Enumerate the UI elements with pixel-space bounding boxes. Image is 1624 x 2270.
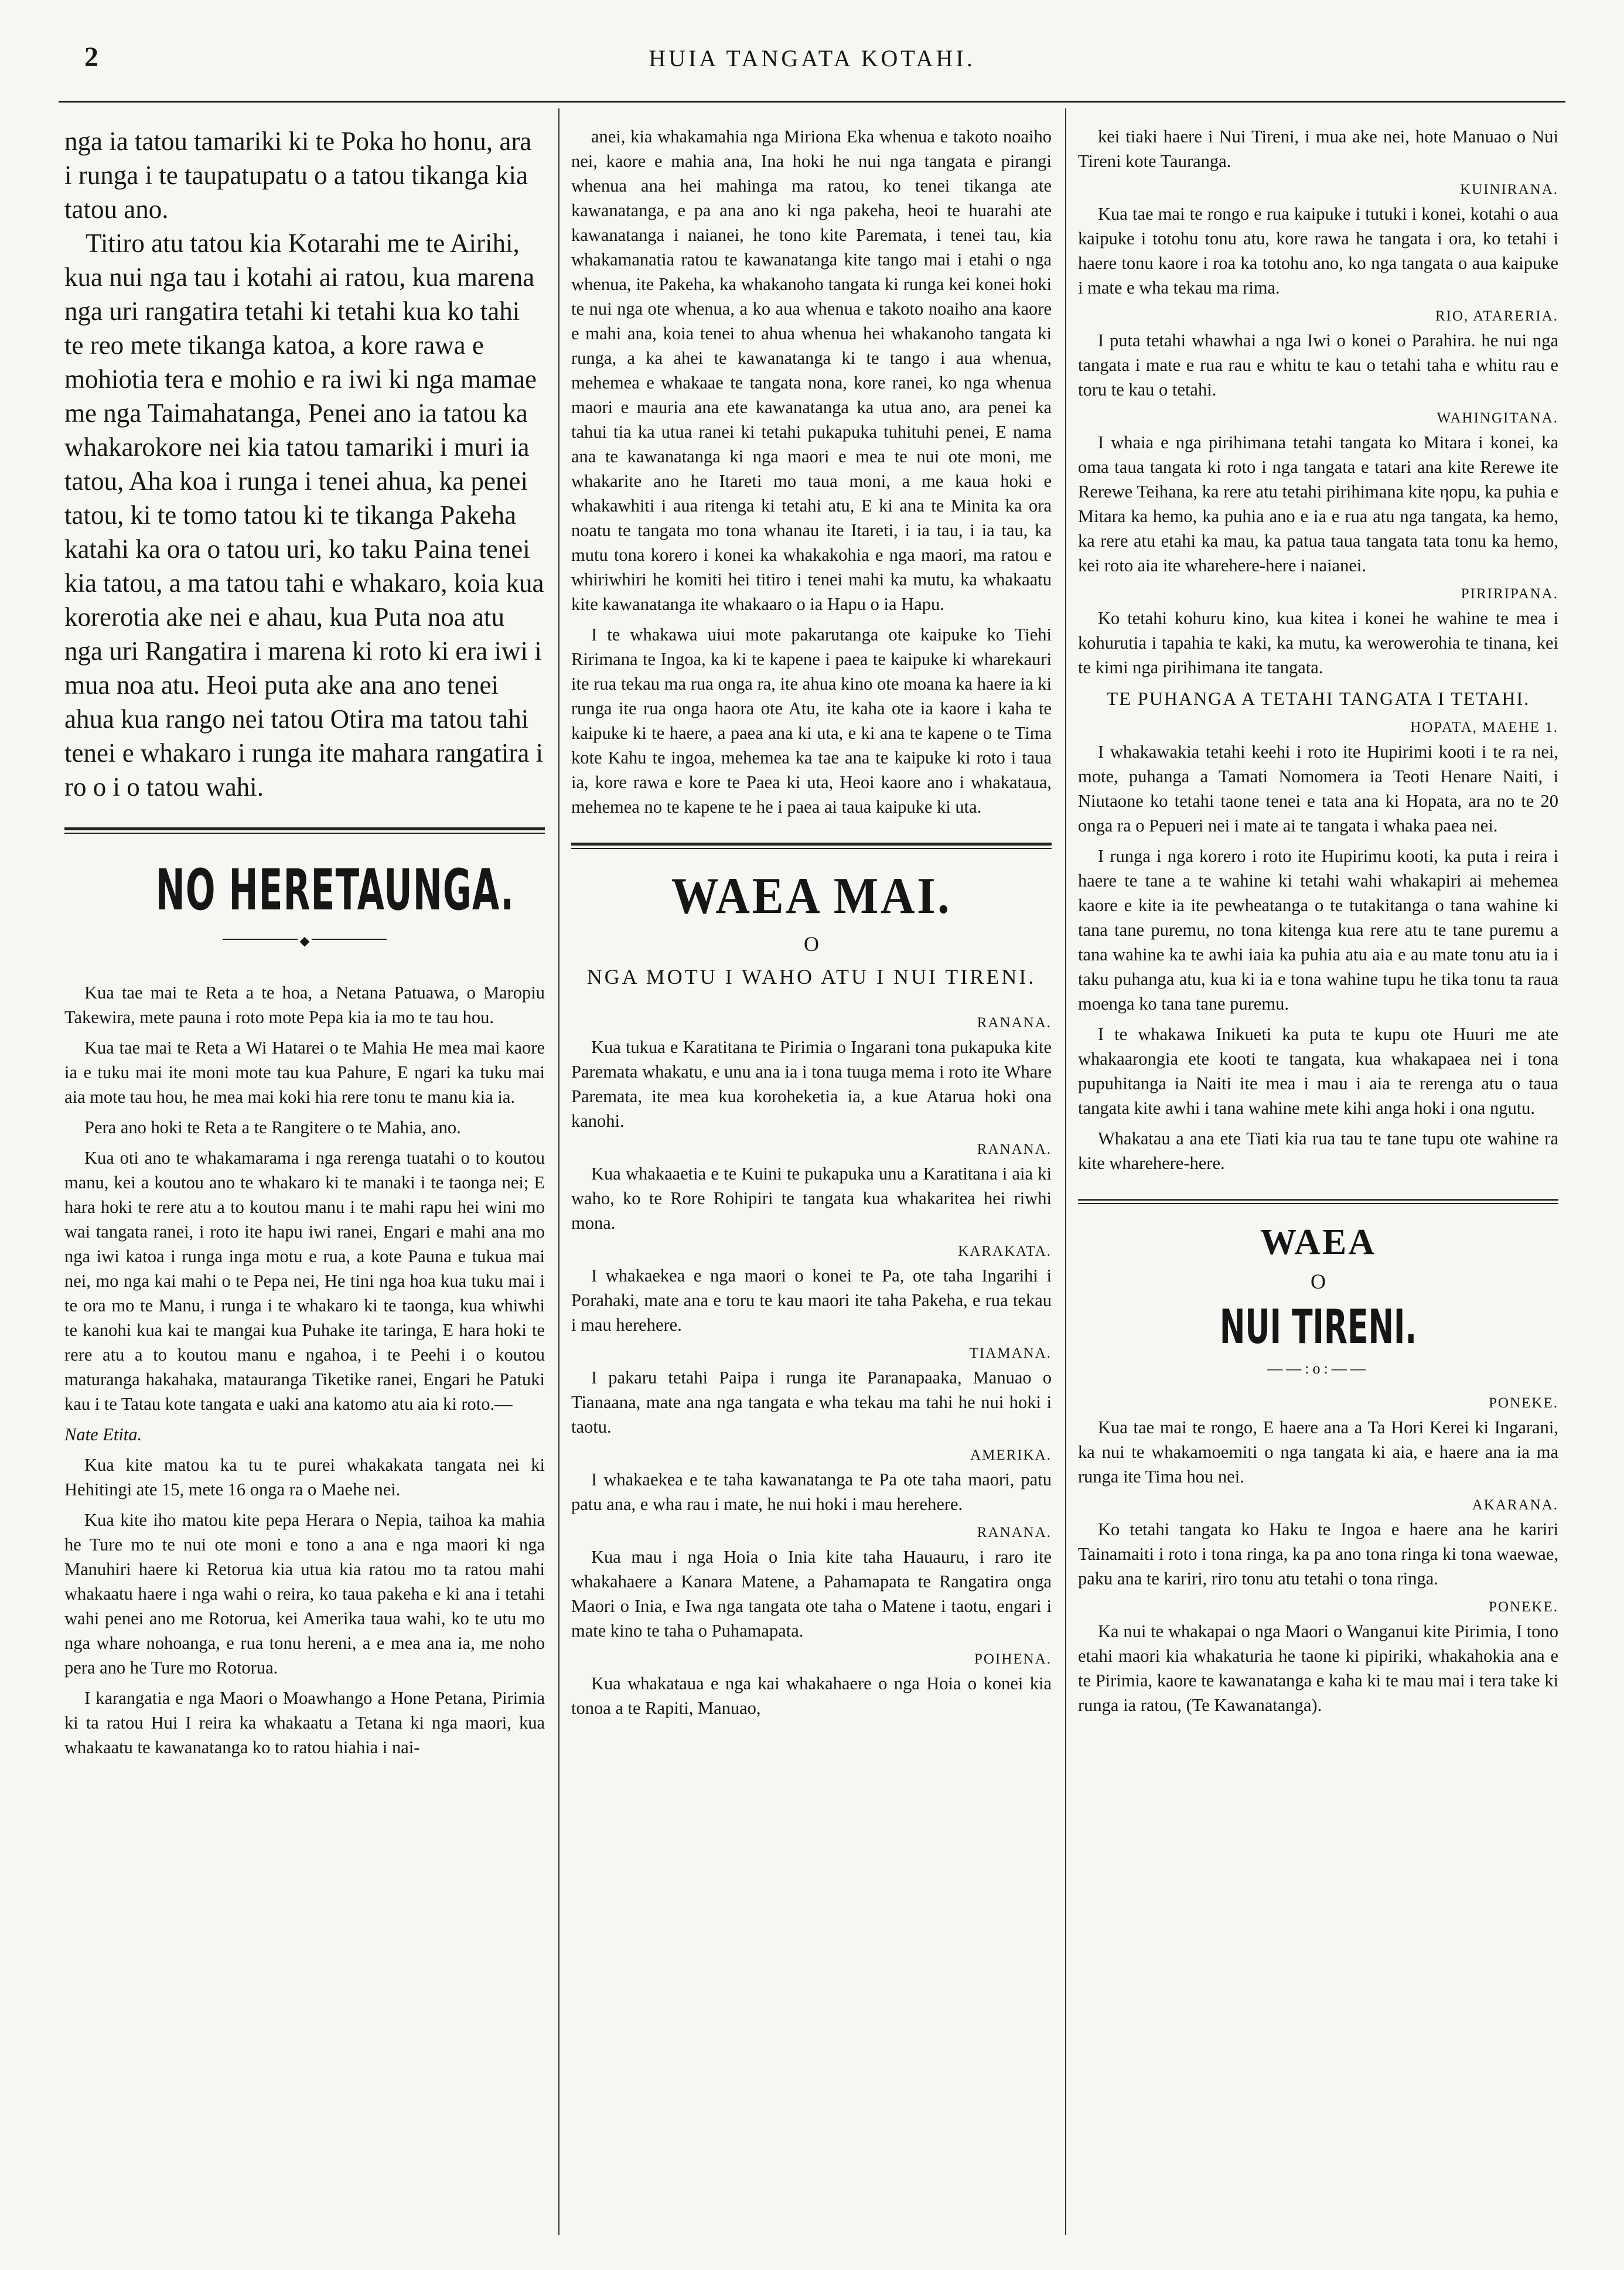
cable-item bbox=[1078, 182, 1558, 300]
news-paragraph: anei, kia whakamahia nga Miriona Eka whenua e takoto noaiho nei, kaore e mahia ana, Ina hoki he nui nga tangata e pirangi whenua ana hei mahinga ma ratou, ko tenei tikanga ate kawanatanga, e pa ana ano ki nga pakeha, heoi te huarahi ate kawanatanga i naianei, he tono kite Paremata, i tenei tau, kia whakamanatia ratou te kawanatanga kite tango mai i etahi o nga whenua, ite Pakeha, ka whakanoho tangata ki runga kei konei hoki te nui nga ote whenua, a ko aua whenua e takoto noaiho ana kaore e mahi ana, koia tenei to ahua whenua hei whakanoho tangata ki runga, a ka ahei te kawanatanga ki te tango i aua whenua, mehemea e whakaae te tangata nona, kore ranei, ko nga whenua maori e mauria ana ete kawanatanga ka utua ano, ara penei ka tahui tia ka utua ranei ki tetahi pukapuka tuhituhi penei, E nama ana te kawanatanga ki nga maori e mea te nui ote moni, me whakarite ano he Itareti mo taua moni, a me kaua hoki e whakawhiti i aua ritenga ki tetahi atu, E ki ana te Minita ka ora noatu te tangata mo tona whanau ite Itareti, i ia tau, i ia tau, ka mutu tona korero i konei ka whakakohia e nga maori, ma ratou e whiriwhiri he komiti hei titiro i tenei mahi ka mutu, ka whakaatu kite kawanatanga ite whakaaro o ia Hapu o ia Hapu. bbox=[571, 127, 1052, 614]
cable-text: kei tiaki haere i Nui Tireni, i mua ake nei, hote Manuao o Nui Tireni kote Tauranga. bbox=[1078, 127, 1558, 171]
news-paragraph: Kua kite iho matou kite pepa Herara o Nepia, taihoa ka mahia he Ture mo te nui ote moni e tono a ana e nga maori ki nga Manuhiri haere ki Retorua kia utua kia ratou mo ta ratou mahi whakaatu haere i nga wahi o reira, ko taua pakeha e ki ana i tetahi wahi penei ano me Rotorua, kei Amerika taua wahi, ko te utu mo nga whare nohoanga, e rua tonu hereni, a e mea ana ia, me noho pera ano he Ture mo Rotorua. bbox=[64, 1510, 545, 1678]
intro-article bbox=[64, 124, 545, 804]
cable-text: Ka nui te whakapai o nga Maori o Wanganui kite Pirimia, I tono etahi maori kia whakaturia he taone ki pipiriki, whakahokia ana e te Pirimia, kaore te kawanatanga e kaha ki te mau mai i tera take ki runga ia ratou, (Te Kawanatanga). bbox=[1078, 1621, 1558, 1715]
story-paragraph: I runga i nga korero i roto ite Hupirimu kooti, ka puta i reira i haere te tane a te wahine ki tetahi wahi whakapiri ai mehemea kaore e kite ia ite pewheatanga o te tutakitanga o tana wahine ki tana tane puremu, no tona kitenga kua rere atu te tane puremu a tana wahine ka te awhi iaia ka puhia atu aia e au mate tonu atu ia i taku puhanga atu, kua ki ia e tona wahine tupu he tika tonu ta raua moenga ko tana tane puremu. bbox=[1078, 846, 1558, 1014]
news-paragraph: Kua tae mai te Reta a te hoa, a Netana Patuawa, o Maropiu Takewira, mete pauna i roto mote Pepa kia ia mo te tau hou. bbox=[64, 983, 545, 1027]
dateline: KARAKATA. bbox=[958, 1243, 1052, 1259]
cable-text: Kua tukua e Karatitana te Pirimia o Ingarani tona pukapuka kite Paremata whakatu, e unu ana ia i tona tuuga mema i roto ite Whare Paremata, ite mea kua koroheketia ia, a kue Atarua hoki ona kanohi. bbox=[571, 1037, 1052, 1131]
cable-item bbox=[571, 1015, 1052, 1133]
ornament-divider bbox=[64, 933, 545, 948]
news-paragraph: I te whakawa uiui mote pakarutanga ote kaipuke ko Tiehi Ririmana te Ingoa, ka ki te kapene i paea te kaipuke ki wharekauri ite rua tekau ma rua onga ra, ite ahua kino ote moana ka haere ia ki runga ite rua onga haora ote Atu, ite kaha ote ia kaore i kaha te kaipuke ki te haere, a paea ana ki uta, e ki ana te kapene o te Tima kote Kahu te ingoa, mehemea ka tae ana te kaipuke ki roto i taua ia, kore rawa e kore te Paea ki uta, Heoi kaore ano i whakataua, mehemea no te kapene te he i paea ai taua kaipuke ki uta. bbox=[571, 625, 1052, 817]
dateline: PIRIRIPANA. bbox=[1461, 586, 1558, 602]
story-paragraph: I whakawakia tetahi keehi i roto ite Hupirimi kooti i te ra nei, mote, puhanga a Tamati Nomomera ia Teoti Henare Naiti, i Niutaone ko tetahi taone tenei e tata ana ki Hopata, ara no te 20 onga ra o Pepueri nei i mate ai te tangata i whaka paea nei. bbox=[1078, 742, 1558, 836]
heading-waea-mai: WAEA MAI. bbox=[671, 868, 952, 925]
dateline: WAHINGITANA. bbox=[1437, 410, 1558, 426]
cable-item bbox=[571, 1447, 1052, 1516]
cable-item bbox=[571, 1141, 1052, 1235]
dateline: PONEKE. bbox=[1489, 1599, 1558, 1615]
heading-waea: WAEA bbox=[1260, 1222, 1377, 1262]
running-header bbox=[59, 41, 1565, 88]
dateline: POIHENA. bbox=[974, 1651, 1052, 1667]
cable-item bbox=[1078, 1599, 1558, 1717]
section-rule bbox=[571, 843, 1052, 849]
cable-item bbox=[571, 1525, 1052, 1643]
cable-text: I whakaekea e nga maori o konei te Pa, ote taha Ingarihi i Porahaki, mate ana e toru te kau maori ite taha Pakeha, e rua tekau i mau herehere. bbox=[571, 1266, 1052, 1335]
cable-text: I puta tetahi whawhai a nga Iwi o konei o Parahira. he nui nga tangata i mate e rua rau e whitu te kau o tetahi taha e whitu rau e toru te kau o tetahi. bbox=[1078, 330, 1558, 400]
newspaper-title: HUIA TANGATA KOTAHI. bbox=[649, 45, 975, 71]
dateline: TIAMANA. bbox=[969, 1345, 1052, 1361]
heading-no-heretaunga: NO HERETAUNGA. bbox=[155, 857, 515, 923]
dateline: RIO, ATARERIA. bbox=[1435, 308, 1558, 324]
column-rule-2 bbox=[1065, 108, 1066, 2235]
column-rule-1 bbox=[558, 108, 559, 2235]
cable-text: Kua tae mai te rongo e rua kaipuke i tutuki i konei, kotahi o aua kaipuke i totohu tonu atu, kore rawa he tangata i ora, ko tetahi i haere tonu kaore i roa ka totohu ano, ko nga tangata o aua kaipuke i mate e wha tekau ma rima. bbox=[1078, 204, 1558, 298]
heading-subtitle: NGA MOTU I WAHO ATU I NUI TIRENI. bbox=[586, 965, 1036, 989]
news-paragraph: Kua oti ano te whakamarama i nga rerenga tuatahi o to koutou manu, kei a koutou ano te whakaro ki te manaki i te taonga nei; E hara hoki te rere atu a to koutou manu i te mahi rapu hei wini mo wai tangata ranei, i roto ite hapu iwi ranei, Engari e mahi ana mo nga iwi katoa i runga inga motu e rua, a kote Pauna e tukua mai nei, mo nga kai mahi o te Pepa nei, He tini nga hoa kua tuku mai i te ora mo te Manu, i runga i te whakaro ki te taonga, kua whiwhi te kanohi kua kai te mangai kua Puhake ite taringa, E hara hoki te rere atu a to koutou manu e ngahoa, i te Peehi i o koutou maturanga hakahaka, matauranga Tiketike ranei, Engari he Patuki kau i te Tatau kote tangata e uaki ana katomo atu aia ki roto.— bbox=[64, 1148, 545, 1414]
cable-text: Kua tae mai te rongo, E haere ana a Ta Hori Kerei ki Ingarani, ka nui te whakamoemiti o nga tangata ki aia, e haere ana ia ma runga ite Tima hou nei. bbox=[1078, 1417, 1558, 1487]
heading-nui-tireni: NUI TIRENI. bbox=[1219, 1300, 1417, 1354]
header-rule bbox=[59, 101, 1565, 103]
cable-text: I pakaru tetahi Paipa i runga ite Paranapaaka, Manuao o Tianaana, mate ana nga tangata e wha tekau ma tahi he nui hoki i taotu. bbox=[571, 1368, 1052, 1437]
page-number: 2 bbox=[84, 42, 98, 73]
editor-signature: Nate Etita. bbox=[64, 1424, 142, 1444]
heading-connector: O bbox=[1311, 1270, 1326, 1293]
diamond-icon: ◆ bbox=[298, 933, 312, 948]
cable-text: I whaia e nga pirihimana tetahi tangata ko Mitara i konei, ka oma taua tangata ki roto i nga tangata e tatari ana kite Rerewe ite Rerewe Teihana, ka rere atu tetahi pirihimana kite ηopu, ka puhia e Mitara ka hemo, ka puhia ano e ia e rua atu nga tangata, ka hemo, ka rere atu etahi ka mau, ka patua taua tangata tata tonu ka hemo, kei roto aia ite wharehere-here i naianei. bbox=[1078, 432, 1558, 575]
cable-text: I whakaekea e te taha kawanatanga te Pa ote taha maori, patu patu ana, e wha rau i mate, he nui hoki i mau herehere. bbox=[571, 1470, 1052, 1514]
column-3 bbox=[1078, 124, 1558, 1723]
dateline: PONEKE. bbox=[1489, 1395, 1558, 1411]
cable-item bbox=[1078, 308, 1558, 402]
cable-item bbox=[1078, 586, 1558, 680]
intro-paragraph: Titiro atu tatou kia Kotarahi me te Airihi, kua nui nga tau i kotahi ai ratou, kua marena nga uri rangatira tetahi ki tetahi kua ko tahi te reo mete tikanga katoa, a kore rawa e mohiotia tera e mohio e ra iwi ki nga mamae me nga Taimahatanga, Penei ano ia tatou ka whakarokore nei kia tatou tamariki i muri ia tatou, Aha koa i runga i tenei ahua, ka penei tatou, ki te tomo tatou ki te tikanga Pakeha katahi ka ora o tatou uri, ko taku Paina tenei kia tatou, a ma tatou tahi e whakaro, koia kua korerotia ake nei e ahau, kua Puta noa atu nga uri Rangatira i marena ki roto ki era iwi i mua noa atu. Heoi puta ake ana ano tenei ahua kua rango nei tatou Otira ma tatou tahi tenei e whakaro i runga ite mahara rangatira i ro o i o tatou wahi. bbox=[64, 229, 544, 802]
cable-text: Kua mau i nga Hoia o Inia kite taha Hauauru, i raro ite whakahaere a Kanara Matene, a Pahamapata te Rangatira onga Maori o Inia, e Iwa nga tangata ote taha o Matene i taotu, engari i mate kino te taha o Puhamapata. bbox=[571, 1547, 1052, 1641]
cable-text: Kua whakaaetia e te Kuini te pukapuka unu a Karatitana i aia ki waho, ko te Rore Rohipiri te tangata kua whakaritea hei riwhi mona. bbox=[571, 1164, 1052, 1233]
dateline: KUINIRANA. bbox=[1460, 182, 1558, 197]
dateline: RANANA. bbox=[977, 1015, 1052, 1031]
heading-connector: O bbox=[804, 932, 819, 956]
cable-text: Kua whakatauа e nga kai whakahaere o nga Hoia o konei kia tonoa a te Rapiti, Manuao, bbox=[571, 1673, 1052, 1718]
cable-text: Ko tetahi kohuru kino, kua kitea i konei he wahine te mea i kohurutia i tapahia te kaki, ka mutu, ka werowerohia te tinana, kei te kimi nga pirihimana ite tangata. bbox=[1078, 608, 1558, 677]
dateline: RANANA. bbox=[977, 1141, 1052, 1157]
cable-item bbox=[1078, 1497, 1558, 1591]
news-paragraph: Kua kite matou ka tu te purei whakakata tangata nei ki Hehitingi ate 15, mete 16 onga ra o Maehe nei. bbox=[64, 1455, 545, 1499]
column-1 bbox=[64, 124, 545, 1765]
story-heading: TE PUHANGA A TETAHI TANGATA I TETAHI. bbox=[1106, 688, 1530, 709]
news-paragraph: Kua tae mai te Reta a Wi Hatarei o te Mahia He mea mai kaore ia e tuku mai ite moni mote tau kua Pahure, E ngari ka tuku mai aia mote tau hou, he mea mai koki hia rere tonu te manu kia ia. bbox=[64, 1038, 545, 1107]
dateline: RANANA. bbox=[977, 1525, 1052, 1540]
news-paragraph: Pera ano hoki te Reta a te Rangitere o te Mahia, ano. bbox=[84, 1117, 461, 1137]
cable-text: Ko tetahi tangata ko Haku te Ingoa e haere ana he kariri Tainamaiti i roto i tona ringa, ka pa ano tona ringa ki tona waewae, paku ana te kariri, riro tonu atu tetahi o tona ringa. bbox=[1078, 1519, 1558, 1589]
dateline: AKARANA. bbox=[1472, 1497, 1558, 1513]
cable-item bbox=[1078, 1395, 1558, 1489]
section-rule bbox=[64, 827, 545, 834]
cable-item bbox=[571, 1243, 1052, 1337]
story-paragraph: Whakatau a ana ete Tiati kia rua tau te tane tupu ote wahine ra kite wharehere-here. bbox=[1078, 1129, 1558, 1173]
story-paragraph: I te whakawa Inikueti ka puta te kupu ote Huuri me ate whakaarongia ete kooti te tangata, kua whakapaea nei i tona pupuhitanga ia Naiti ite mea i mau i aia te rerenga atu o taua tangata kite awhi i tana wahine mete kihi anga hoki i ona ngutu. bbox=[1078, 1024, 1558, 1118]
cable-item bbox=[571, 1651, 1052, 1720]
dateline: HOPATA, MAEHE 1. bbox=[1410, 720, 1558, 735]
news-paragraph: I karangatia e nga Maori o Moawhango a Hone Petana, Pirimia ki ta ratou Hui I reira ka whakaatu a Tetana ki nga maori, kua whakaatu te kawanatanga ko to ratou hiahia i nai- bbox=[64, 1688, 545, 1757]
section-separator: ——:o:—— bbox=[1267, 1360, 1369, 1377]
section-rule bbox=[1078, 1199, 1558, 1204]
intro-paragraph: nga ia tatou tamariki ki te Poka ho honu, ara i runga i te taupatupatu o a tatou tikanga kia tatou ano. bbox=[64, 127, 532, 224]
dateline: AMERIKA. bbox=[970, 1447, 1052, 1463]
cable-item bbox=[1078, 410, 1558, 578]
column-2 bbox=[571, 124, 1052, 1726]
cable-item bbox=[571, 1345, 1052, 1439]
